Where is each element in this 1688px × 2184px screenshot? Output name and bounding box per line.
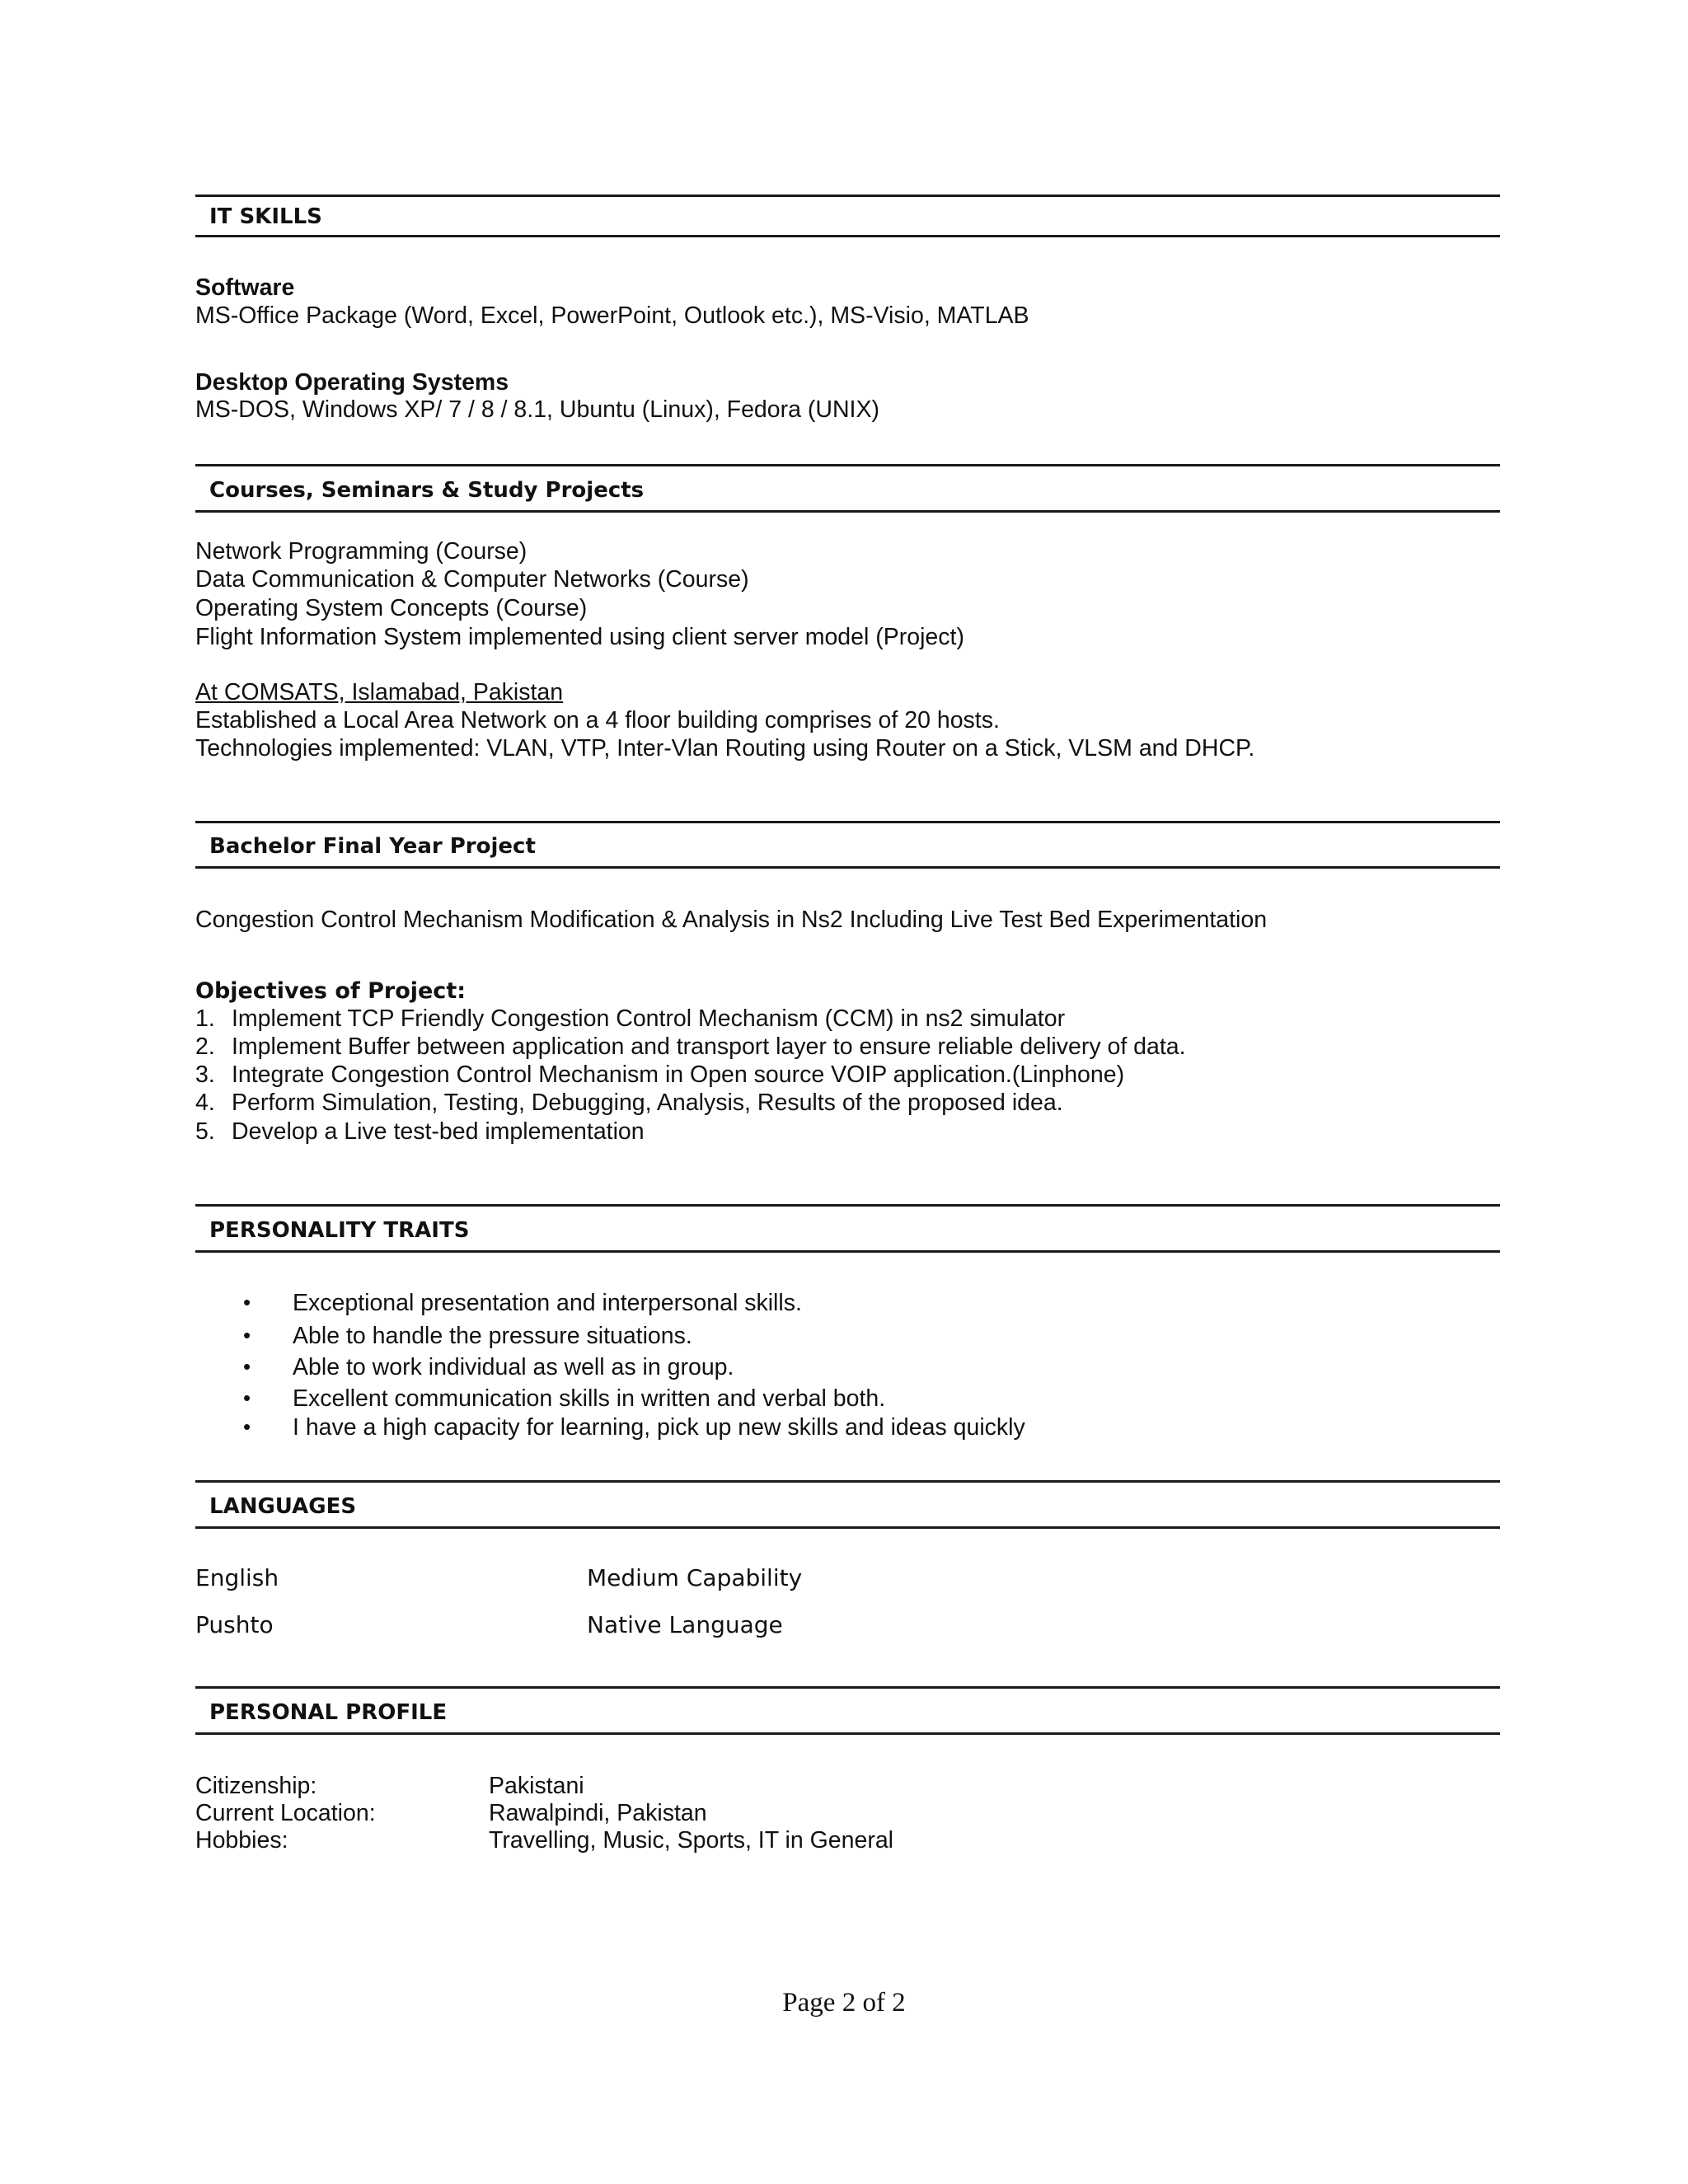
language-name: Pushto — [195, 1611, 274, 1638]
trait-text: Excellent communication skills in written and verbal both. — [293, 1385, 886, 1412]
objective-number: 4. — [195, 1090, 215, 1116]
objective-item — [195, 1033, 1186, 1062]
objective-text: Implement Buffer between application and transport layer to ensure reliable delivery of data. — [232, 1033, 1186, 1060]
trait-item — [243, 1322, 692, 1351]
section-title: LANGUAGES — [209, 1494, 357, 1519]
course-location: At COMSATS, Islamabad, Pakistan — [195, 679, 564, 705]
profile-label-location: Current Location: — [195, 1800, 376, 1826]
objective-text: Integrate Congestion Control Mechanism in Open source VOIP application.(Linphone) — [232, 1062, 1125, 1088]
course-item: Network Programming (Course) — [195, 538, 528, 565]
section-header-it-skills — [195, 194, 1500, 237]
objective-text: Implement TCP Friendly Congestion Control Mechanism (CCM) in ns2 simulator — [232, 1005, 1066, 1032]
section-header-courses — [195, 464, 1500, 513]
language-name: English — [195, 1564, 279, 1591]
trait-item — [243, 1289, 802, 1318]
objective-item — [195, 1061, 1124, 1090]
os-heading: Desktop Operating Systems — [195, 369, 509, 396]
objective-number: 1. — [195, 1005, 215, 1032]
section-title: PERSONAL PROFILE — [209, 1700, 448, 1725]
course-item: Operating System Concepts (Course) — [195, 595, 588, 621]
trait-item — [243, 1353, 734, 1382]
section-header-profile — [195, 1686, 1500, 1735]
profile-label-citizenship: Citizenship: — [195, 1773, 317, 1799]
trait-text: Able to work individual as well as in group. — [293, 1354, 734, 1380]
section-title: IT SKILLS — [209, 204, 322, 229]
objective-number: 5. — [195, 1118, 215, 1145]
course-item: Flight Information System implemented using client server model (Project) — [195, 624, 964, 650]
section-header-languages — [195, 1480, 1500, 1529]
profile-value-location: Rawalpindi, Pakistan — [489, 1800, 707, 1826]
course-item: Data Communication & Computer Networks (Course) — [195, 566, 749, 593]
bullet-icon: • — [243, 1385, 251, 1410]
trait-text: I have a high capacity for learning, pick up new skills and ideas quickly — [293, 1414, 1025, 1441]
fyp-title: Congestion Control Mechanism Modification & Analysis in Ns2 Including Live Test Bed Experimentation — [195, 907, 1268, 933]
bullet-icon: • — [243, 1290, 251, 1315]
trait-item — [243, 1413, 1025, 1442]
section-header-personality — [195, 1204, 1500, 1253]
trait-text: Able to handle the pressure situations. — [293, 1323, 692, 1349]
section-header-fyp — [195, 821, 1500, 869]
bullet-icon: • — [243, 1414, 251, 1439]
objective-item — [195, 1089, 1063, 1118]
objective-item — [195, 1005, 1065, 1033]
profile-value-hobbies: Travelling, Music, Sports, IT in General — [489, 1827, 894, 1854]
trait-text: Exceptional presentation and interpersonal skills. — [293, 1290, 802, 1316]
os-text: MS-DOS, Windows XP/ 7 / 8 / 8.1, Ubuntu (Linux), Fedora (UNIX) — [195, 396, 879, 423]
page-number: Page 2 of 2 — [782, 1988, 906, 2018]
objectives-heading: Objectives of Project: — [195, 978, 467, 1004]
section-title: PERSONALITY TRAITS — [209, 1218, 470, 1243]
objective-number: 3. — [195, 1062, 215, 1088]
language-level: Medium Capability — [587, 1564, 803, 1591]
software-text: MS-Office Package (Word, Excel, PowerPoint, Outlook etc.), MS-Visio, MATLAB — [195, 302, 1029, 329]
software-heading: Software — [195, 274, 295, 301]
course-detail: Technologies implemented: VLAN, VTP, Inter-Vlan Routing using Router on a Stick, VLSM and DHCP. — [195, 735, 1255, 762]
section-title: Courses, Seminars & Study Projects — [209, 478, 645, 503]
section-title: Bachelor Final Year Project — [209, 834, 536, 859]
course-detail: Established a Local Area Network on a 4 floor building comprises of 20 hosts. — [195, 707, 1000, 733]
language-level: Native Language — [587, 1611, 783, 1638]
objective-number: 2. — [195, 1033, 215, 1060]
profile-label-hobbies: Hobbies: — [195, 1827, 288, 1854]
bullet-icon: • — [243, 1354, 251, 1379]
objective-text: Perform Simulation, Testing, Debugging, Analysis, Results of the proposed idea. — [232, 1090, 1063, 1116]
profile-value-citizenship: Pakistani — [489, 1773, 584, 1799]
objective-item — [195, 1118, 645, 1146]
objective-text: Develop a Live test-bed implementation — [232, 1118, 645, 1145]
trait-item — [243, 1385, 885, 1413]
bullet-icon: • — [243, 1323, 251, 1347]
